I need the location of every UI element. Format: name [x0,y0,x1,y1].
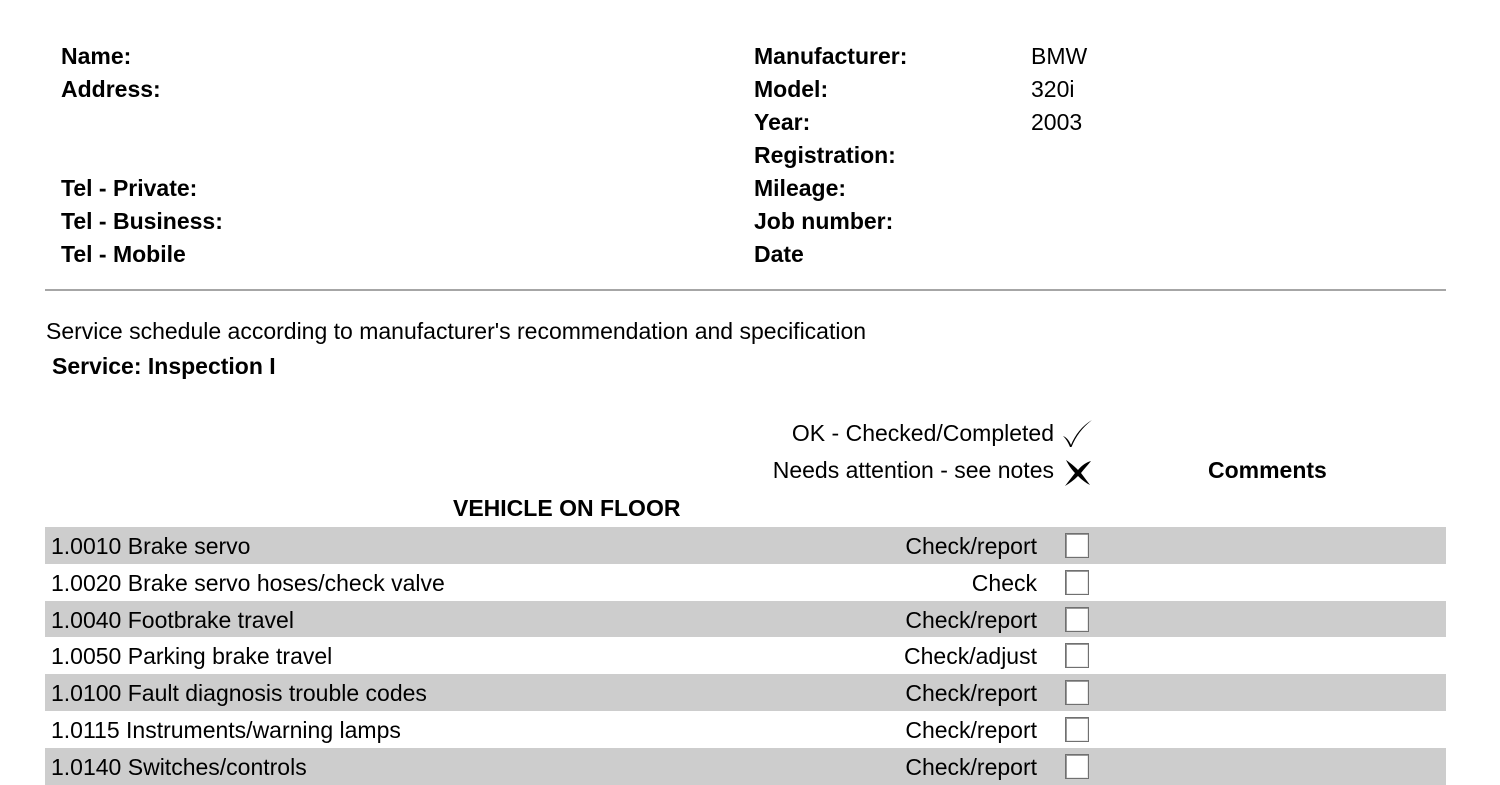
job-number-value [1031,205,1087,238]
legend-attention-label: Needs attention - see notes [772,457,1054,483]
tel-business-label: Tel - Business: [61,208,223,234]
item-checkbox[interactable] [1065,754,1089,779]
customer-details [61,40,223,271]
item-checkbox[interactable] [1065,717,1089,742]
item-description: 1.0050 Parking brake travel [51,643,333,670]
header-divider [45,289,1446,291]
item-action: Check/adjust [904,643,1037,670]
job-number-label: Job number: [754,208,894,234]
item-action: Check/report [905,533,1037,559]
customer-address-label: Address: [61,76,161,102]
item-action: Check/report [905,680,1037,707]
checklist-row [45,748,1446,785]
year-value: 2003 [1031,109,1083,135]
item-description: 1.0115 Instruments/warning lamps [51,716,401,743]
checklist-row [45,527,1446,564]
vehicle-details-values [1031,40,1087,271]
comments-header: Comments [1208,457,1327,483]
item-checkbox[interactable] [1065,680,1089,705]
registration-label: Registration: [754,142,896,168]
checklist [45,527,1446,785]
checklist-row [45,601,1446,638]
item-description: 1.0020 Brake servo hoses/check valve [51,569,445,596]
mileage-label: Mileage: [754,175,847,201]
schedule-description: Service schedule according to manufacturer's recommendation and specification [46,318,867,344]
manufacturer-label: Manufacturer: [754,43,908,69]
item-action: Check/report [905,716,1037,743]
item-checkbox[interactable] [1065,533,1089,558]
model-value: 320i [1031,76,1075,102]
item-description: 1.0040 Footbrake travel [51,606,294,633]
item-description: 1.0100 Fault diagnosis trouble codes [51,680,427,707]
customer-address-line-2 [61,106,223,139]
cross-icon [1060,455,1094,489]
item-checkbox[interactable] [1065,607,1089,632]
date-label: Date [754,241,804,267]
item-action: Check/report [905,753,1037,780]
service-title: Service: Inspection I [52,353,276,379]
legend-ok-label: OK - Checked/Completed [791,420,1054,446]
item-checkbox[interactable] [1065,643,1089,668]
checklist-row [45,674,1446,711]
item-action: Check [971,569,1037,596]
registration-value [1031,139,1087,172]
checklist-row [45,711,1446,748]
mileage-value [1031,172,1087,205]
tel-private-label: Tel - Private: [61,175,198,201]
tel-mobile-label: Tel - Mobile [61,241,186,267]
vehicle-details-labels [754,40,907,271]
checkmark-icon [1060,417,1094,451]
item-description: 1.0010 Brake servo [51,533,251,559]
item-checkbox[interactable] [1065,570,1089,595]
manufacturer-value: BMW [1031,43,1088,69]
item-action: Check/report [905,606,1037,633]
model-label: Model: [754,76,829,102]
date-value [1031,238,1087,271]
customer-address-line-3 [61,139,223,172]
year-label: Year: [754,109,811,135]
customer-name-label: Name: [61,43,132,69]
item-description: 1.0140 Switches/controls [51,753,307,780]
section-title: VEHICLE ON FLOOR [453,495,681,521]
checklist-row [45,637,1446,674]
checklist-row [45,564,1446,601]
